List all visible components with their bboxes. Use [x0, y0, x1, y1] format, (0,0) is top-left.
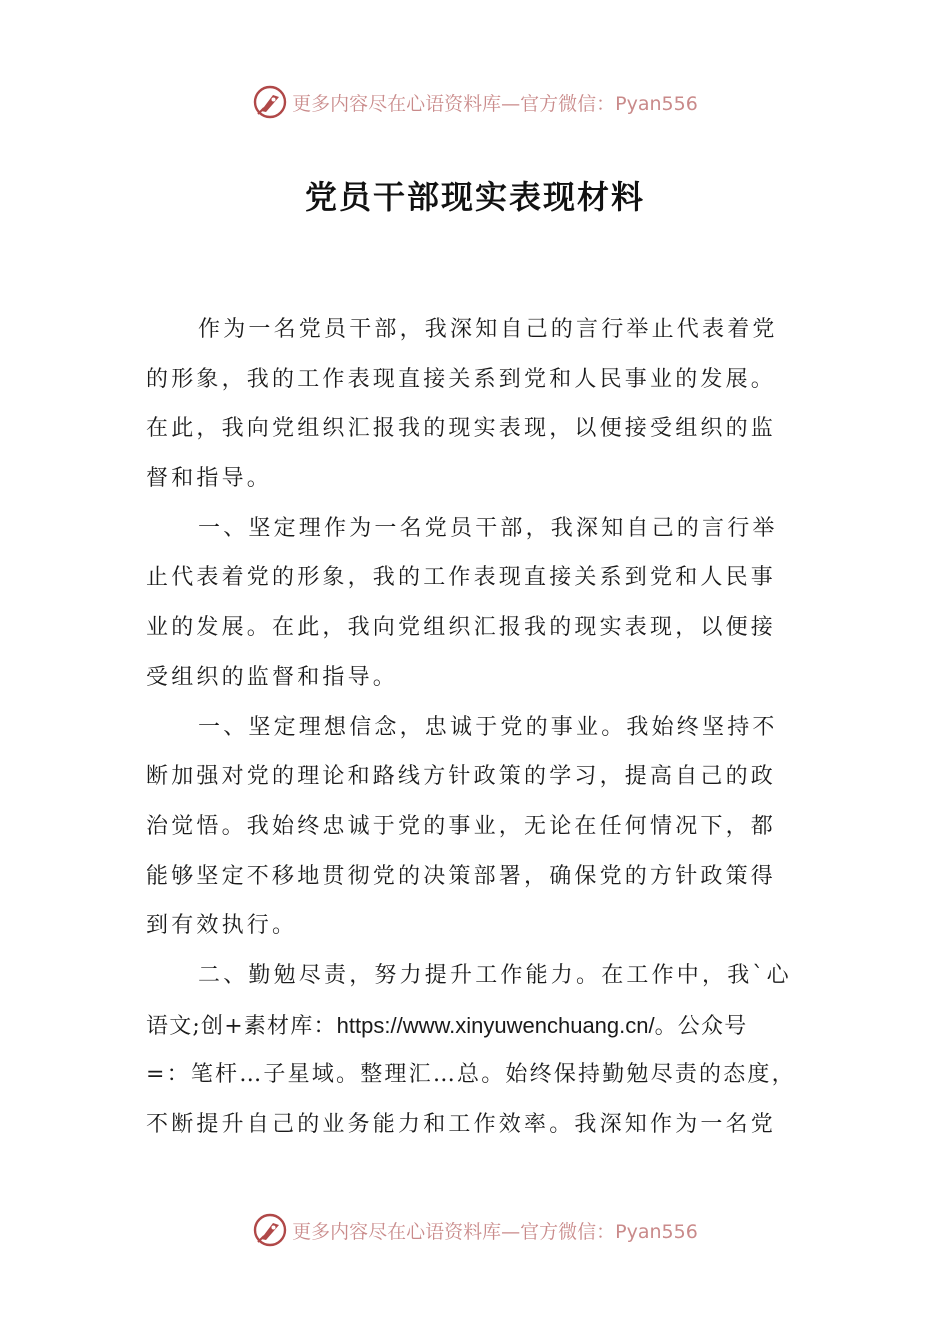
footer-banner	[0, 1210, 950, 1250]
banner-text: 更多内容尽在心语资料库—官方微信：Pyan556	[292, 92, 698, 115]
body-text: 。公众号	[654, 1013, 748, 1039]
pen-nib-circle-icon	[252, 84, 288, 120]
body-line: 业的发展。在此，我向党组织汇报我的现实表现，以便接	[146, 615, 777, 641]
body-line: 作为一名党员干部，我深知自己的言行举止代表着党	[198, 317, 778, 342]
website-link[interactable]: https://www.xinyuwenchuang.cn/	[336, 1012, 655, 1038]
body-line: 一、坚定理作为一名党员干部，我深知自己的言行举	[198, 515, 778, 541]
body-text: 语文;创+素材库：	[146, 1013, 337, 1039]
body-line-with-link	[146, 1001, 818, 1051]
document-body	[146, 305, 818, 1150]
header-banner	[0, 82, 950, 122]
body-line: 不断提升自己的业务能力和工作效率。我深知作为一名党	[146, 1112, 777, 1137]
body-line: 二、勤勉尽责，努力提升工作能力。在工作中，我`心	[198, 962, 792, 988]
wechat-id: Pyan556	[615, 92, 698, 115]
banner-text: 更多内容尽在心语资料库—官方微信：Pyan556	[292, 1220, 698, 1243]
pen-nib-circle-icon	[252, 1212, 288, 1248]
wechat-id: Pyan556	[615, 1220, 698, 1243]
body-line: =：笔杆…子星域。整理汇…总。始终保持勤勉尽责的态度，	[146, 1062, 796, 1088]
body-line: 督和指导。	[146, 466, 273, 492]
body-line: 在此，我向党组织汇报我的现实表现，以便接受组织的监	[146, 416, 777, 442]
body-line: 到有效执行。	[146, 913, 298, 939]
body-line: 治觉悟。我始终忠诚于党的事业，无论在任何情况下，都	[146, 813, 777, 839]
body-line: 止代表着党的形象，我的工作表现直接关系到党和人民事	[146, 565, 777, 591]
body-line: 能够坚定不移地贯彻党的决策部署，确保党的方针政策得	[146, 863, 777, 889]
body-line: 断加强对党的理论和路线方针政策的学习，提高自己的政	[146, 764, 777, 790]
body-line: 一、坚定理想信念，忠诚于党的事业。我始终坚持不	[198, 714, 778, 740]
document-title: 党员干部现实表现材料	[304, 178, 645, 216]
body-line: 受组织的监督和指导。	[146, 664, 399, 690]
body-line: 的形象，我的工作表现直接关系到党和人民事业的发展。	[146, 366, 777, 392]
